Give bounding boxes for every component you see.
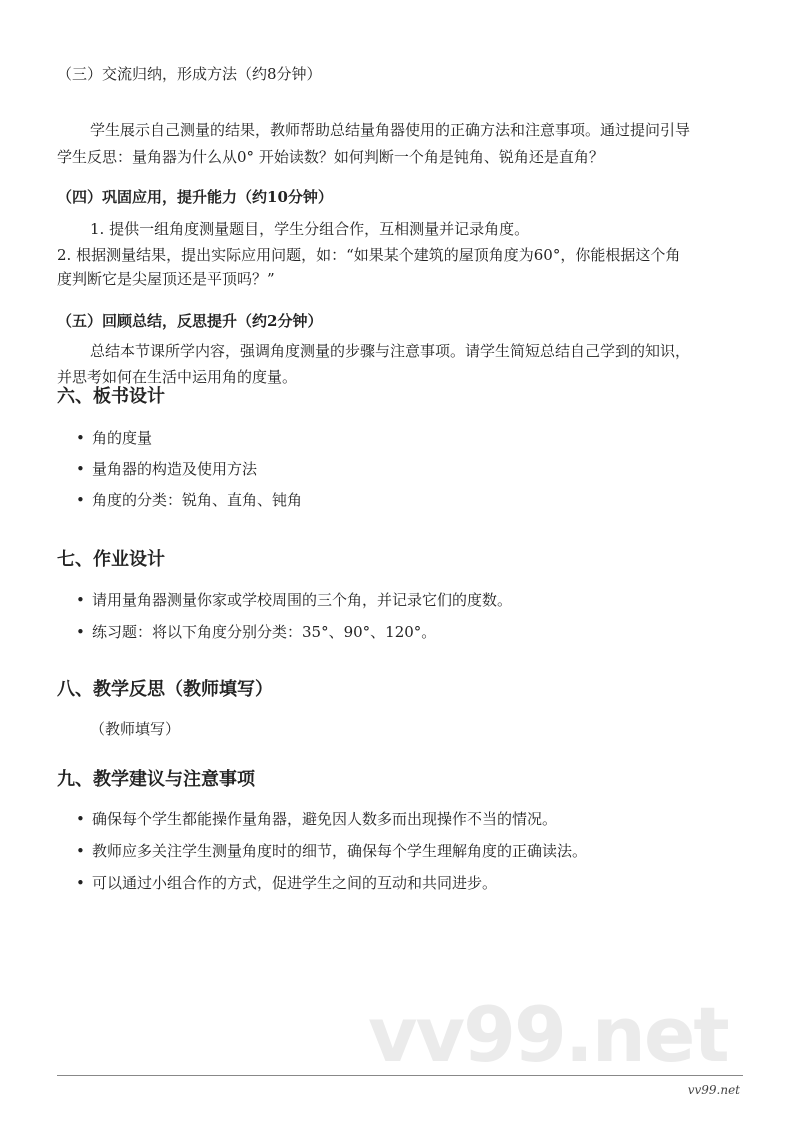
paragraph: 总结本节课所学内容，强调角度测量的步骤与注意事项。请学生简短总结自己学到的知识， bbox=[90, 342, 691, 360]
heading-6: 六、板书设计 bbox=[57, 386, 165, 407]
heading-8: 八、教学反思（教师填写） bbox=[57, 679, 273, 700]
list-item-text: 可以通过小组合作的方式，促进学生之间的互动和共同进步。 bbox=[92, 874, 498, 892]
list-item-text: 角的度量 bbox=[92, 429, 153, 447]
list-item bbox=[78, 590, 512, 610]
list-item bbox=[78, 428, 152, 448]
list-item bbox=[78, 873, 497, 893]
paragraph: （教师填写） bbox=[90, 720, 181, 738]
list-item bbox=[78, 841, 587, 861]
list-item bbox=[78, 622, 436, 642]
paragraph: 度判断它是尖屋顶还是平顶吗？” bbox=[57, 270, 275, 288]
section-4-title: （四）巩固应用，提升能力（约10分钟） bbox=[57, 188, 333, 206]
paragraph: 1. 提供一组角度测量题目，学生分组合作，互相测量并记录角度。 bbox=[90, 220, 530, 238]
list-item-text: 确保每个学生都能操作量角器，避免因人数多而出现操作不当的情况。 bbox=[92, 810, 558, 828]
section-5-title: （五）回顾总结，反思提升（约2分钟） bbox=[57, 312, 323, 330]
heading-9: 九、教学建议与注意事项 bbox=[57, 769, 255, 790]
paragraph: 2. 根据测量结果，提出实际应用问题，如：“如果某个建筑的屋顶角度为60°，你能根据这个角 bbox=[57, 246, 681, 264]
list-item bbox=[78, 459, 257, 479]
paragraph: 并思考如何在生活中运用角的度量。 bbox=[57, 368, 298, 386]
list-item-text: 角度的分类：锐角、直角、钝角 bbox=[92, 491, 303, 509]
footer-divider bbox=[57, 1075, 743, 1076]
section-3-title: （三）交流归纳，形成方法（约8分钟） bbox=[57, 65, 322, 83]
paragraph: 学生展示自己测量的结果，教师帮助总结量角器使用的正确方法和注意事项。通过提问引导 bbox=[90, 121, 691, 139]
footer-text: vv99.net bbox=[687, 1083, 740, 1097]
list-item-text: 请用量角器测量你家或学校周围的三个角，并记录它们的度数。 bbox=[92, 591, 513, 609]
list-item bbox=[78, 490, 302, 510]
watermark: vv99.net bbox=[368, 990, 728, 1079]
list-item-text: 量角器的构造及使用方法 bbox=[92, 460, 258, 478]
heading-7: 七、作业设计 bbox=[57, 549, 165, 570]
list-item bbox=[78, 809, 557, 829]
list-item-text: 教师应多关注学生测量角度时的细节，确保每个学生理解角度的正确读法。 bbox=[92, 842, 588, 860]
list-item-text: 练习题：将以下角度分别分类：35°、90°、120°。 bbox=[92, 623, 437, 641]
paragraph: 学生反思：量角器为什么从0° 开始读数？如何判断一个角是钝角、锐角还是直角？ bbox=[57, 148, 604, 166]
